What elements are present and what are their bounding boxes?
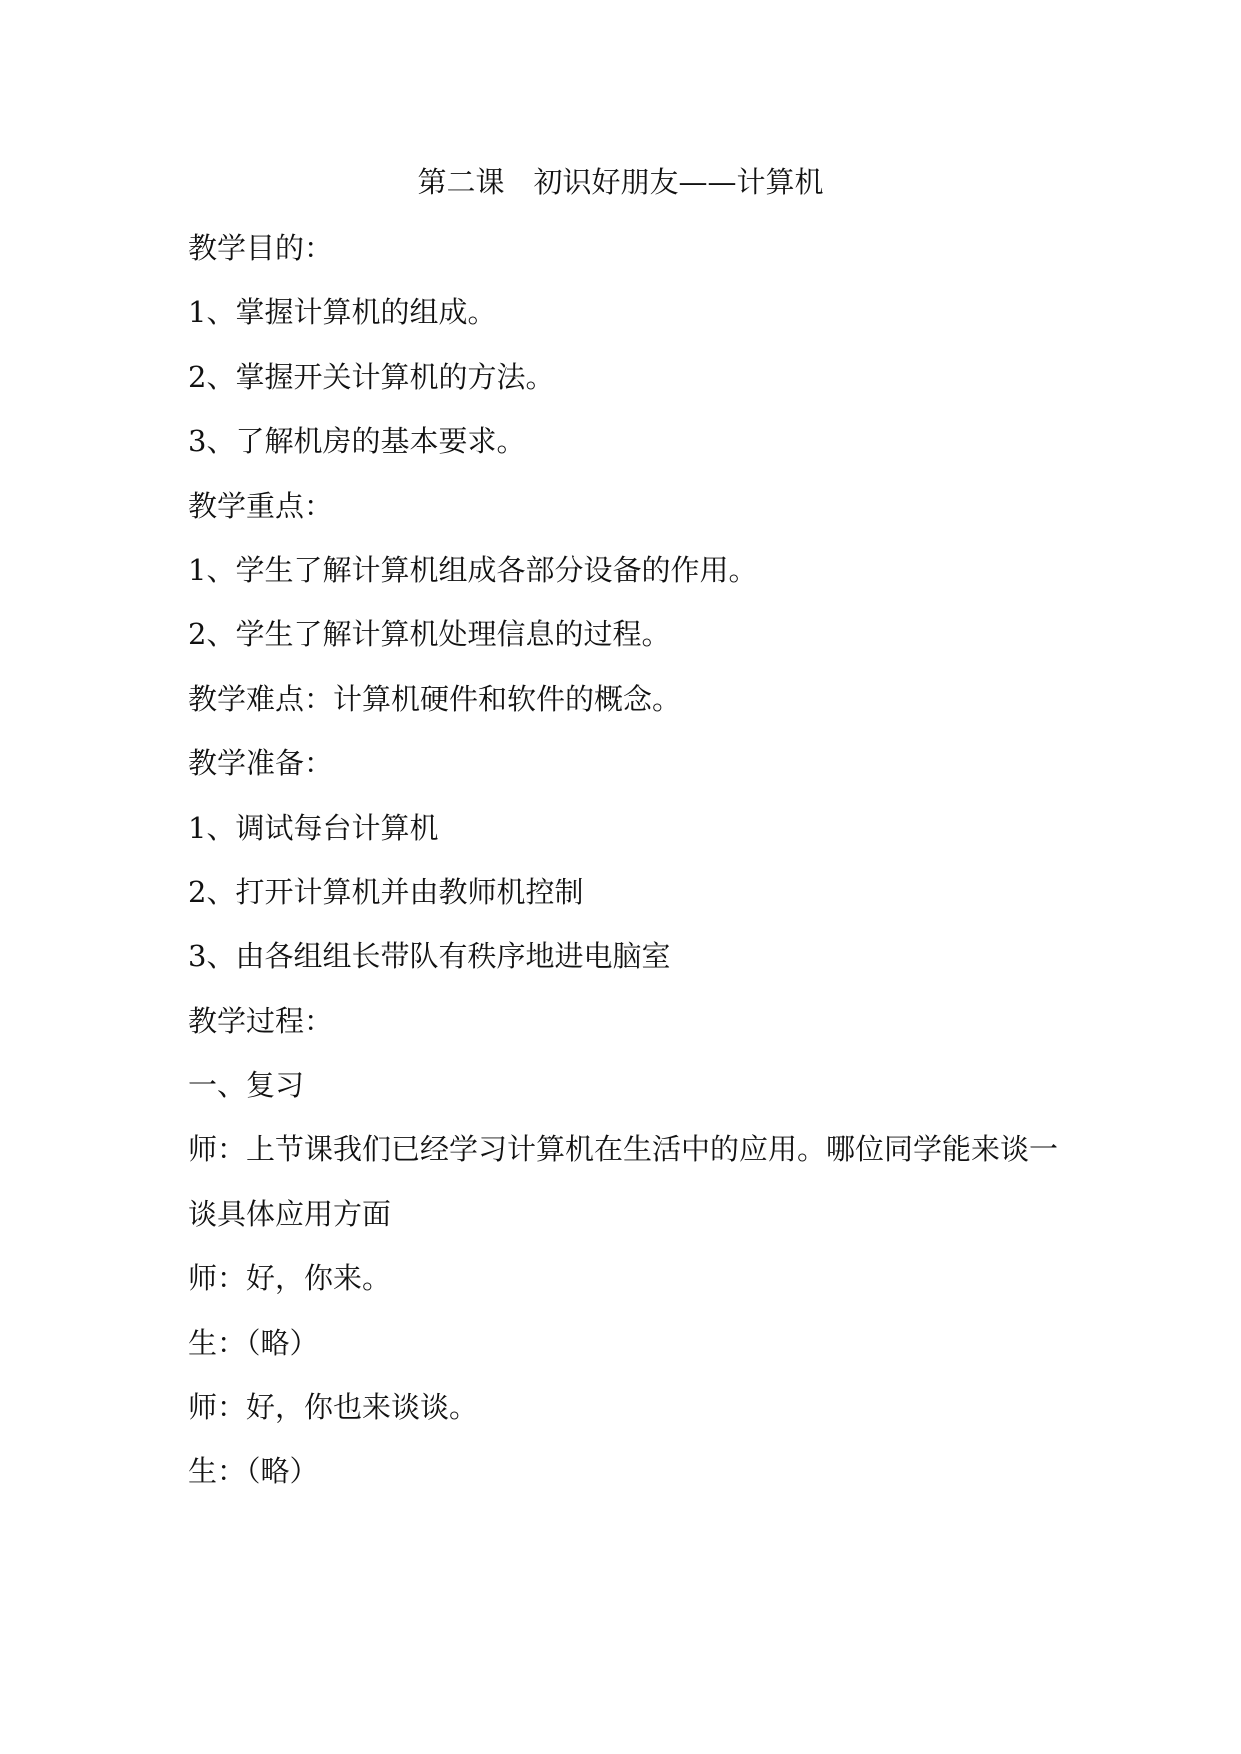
difficulty-line: 教学难点：计算机硬件和软件的概念。 [188, 681, 682, 716]
dialogue-line: 生：（略） [188, 1454, 319, 1489]
subsection-heading-review: 一、复习 [188, 1068, 305, 1103]
dialogue-line: 师：好，你也来谈谈。 [188, 1390, 479, 1425]
section-heading-objectives: 教学目的： [188, 231, 334, 265]
section-heading-process: 教学过程： [188, 1003, 334, 1038]
dialogue-line: 师：上节课我们已经学习计算机在生活中的应用。哪位同学能来谈一 [188, 1132, 1059, 1167]
key-point-item: 2、学生了解计算机处理信息的过程。 [188, 617, 671, 652]
preparation-item: 2、打开计算机并由教师机控制 [188, 874, 584, 909]
key-point-item: 1、学生了解计算机组成各部分设备的作用。 [188, 552, 758, 587]
dialogue-line: 师：好，你来。 [188, 1261, 392, 1296]
preparation-item: 3、由各组组长带队有秩序地进电脑室 [188, 939, 671, 974]
section-heading-key-points: 教学重点： [188, 488, 334, 523]
objective-item: 2、掌握开关计算机的方法。 [188, 359, 555, 394]
objective-item: 3、了解机房的基本要求。 [188, 424, 526, 459]
lesson-body [188, 228, 1068, 1516]
objective-item: 1、掌握计算机的组成。 [188, 295, 497, 330]
lesson-title: 第二课 初识好朋友——计算机 [417, 165, 824, 199]
preparation-item: 1、调试每台计算机 [188, 810, 439, 845]
dialogue-line-continued: 谈具体应用方面 [188, 1196, 392, 1231]
dialogue-line: 生：（略） [188, 1325, 319, 1360]
section-heading-preparation: 教学准备： [188, 746, 334, 781]
